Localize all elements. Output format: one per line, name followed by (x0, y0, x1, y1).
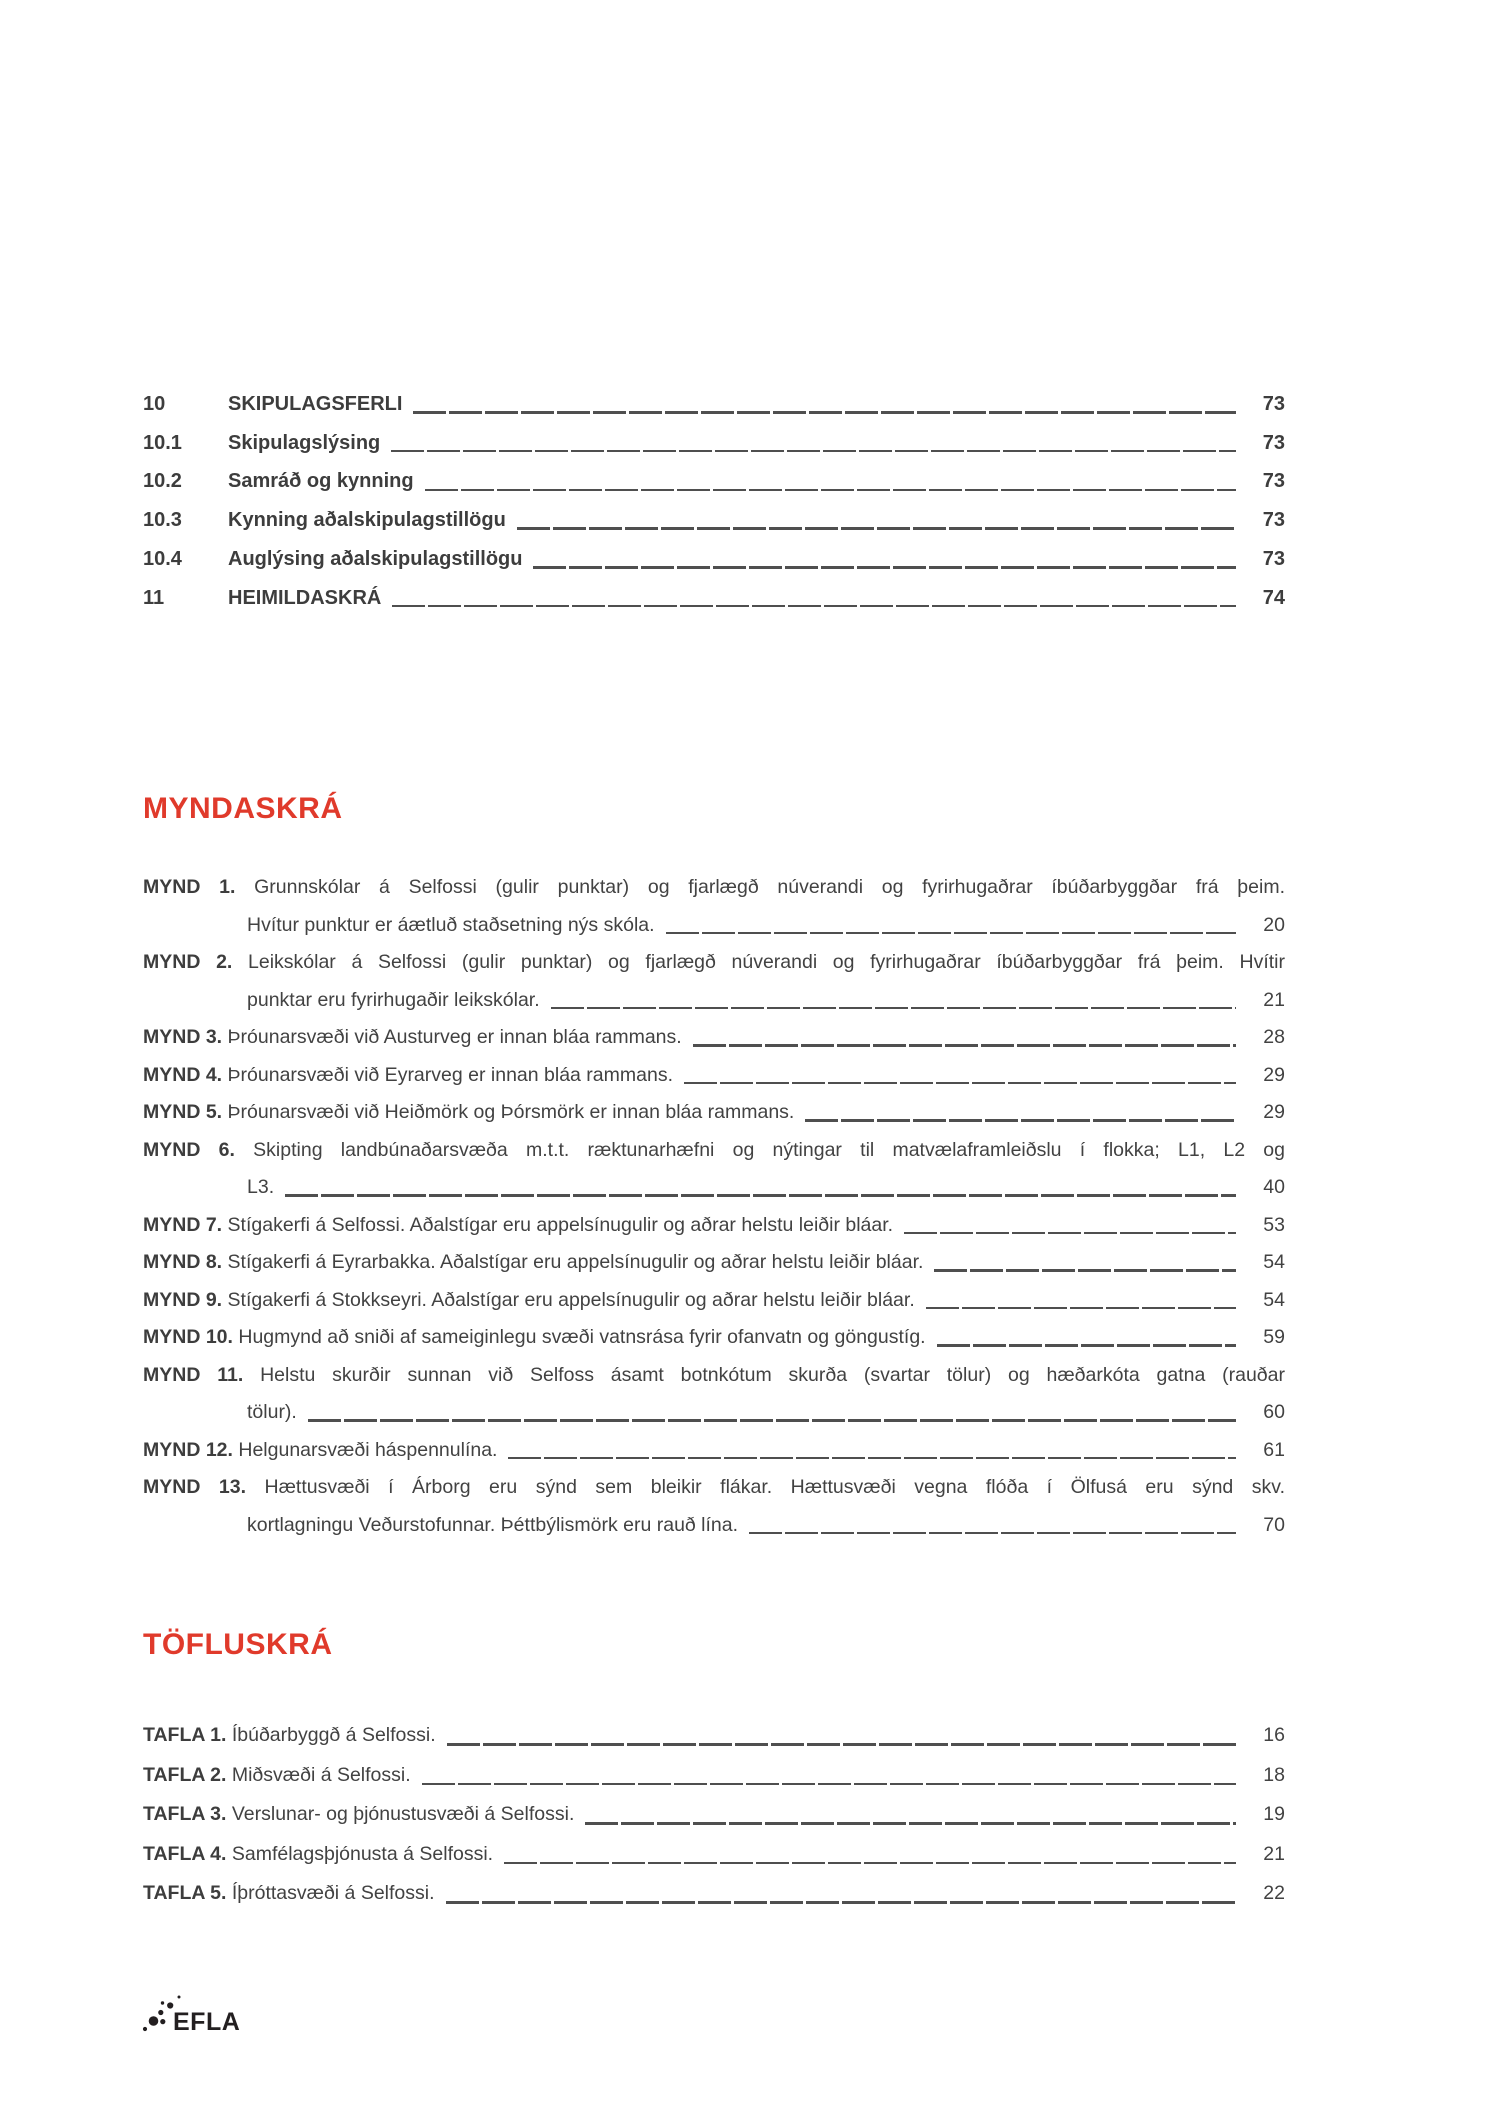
dot-leader (508, 1457, 1236, 1460)
figure-caption: Þróunarsvæði við Austurveg er innan bláa rammans. (227, 1026, 682, 1049)
figure-entry (143, 1319, 1285, 1357)
page-content (143, 0, 1285, 2040)
table-entry (143, 1835, 1285, 1875)
dot-leader (425, 489, 1236, 492)
figure-label: MYND 10. (143, 1326, 233, 1349)
toc-title: Skipulagslýsing (228, 431, 381, 454)
figure-label: MYND 5. (143, 1101, 223, 1124)
figure-caption: kortlagningu Veðurstofunnar. Þéttbýlismörk eru rauð lína. (247, 1513, 739, 1536)
figure-caption: Leikskólar á Selfossi (gulir punktar) og fjarlægð núverandi og fyrirhugaðrar íbúðarbyggðar frá þeim. Hvítir (248, 951, 1285, 974)
dot-leader (285, 1194, 1236, 1197)
dot-leader (934, 1269, 1236, 1272)
page-number: 21 (1263, 988, 1285, 1011)
toc-number: 10 (143, 393, 166, 415)
table-entry (143, 1716, 1285, 1756)
figure-entry (143, 1282, 1285, 1320)
figures-section (143, 869, 1285, 1544)
dot-leader (666, 932, 1236, 935)
figure-label: MYND 8. (143, 1251, 223, 1274)
page-number: 21 (1263, 1842, 1285, 1865)
dot-leader (805, 1119, 1236, 1122)
table-label: TAFLA 1. (143, 1724, 227, 1747)
dot-leader (585, 1822, 1236, 1825)
dot-leader (937, 1344, 1236, 1347)
page-number: 53 (1263, 1213, 1285, 1236)
toc-entry (143, 579, 1285, 618)
figure-entry (143, 1469, 1285, 1544)
page-number: 29 (1263, 1101, 1285, 1124)
figure-caption: Skipting landbúnaðarsvæða m.t.t. ræktunarhæfni og nýtingar til matvælaframleiðslu í flokka; L1, L2 og (253, 1138, 1285, 1161)
tables-section (143, 1716, 1285, 1914)
figure-entry (143, 1207, 1285, 1245)
figure-entry (143, 869, 1285, 944)
page-number: 40 (1263, 1176, 1285, 1199)
dot-leader (533, 566, 1236, 569)
figure-caption: Helstu skurðir sunnan við Selfoss ásamt botnkótum skurða (svartar tölur) og hæðarkóta gatna (rauðar (260, 1363, 1285, 1386)
dot-leader (422, 1783, 1236, 1786)
figure-caption: Hættusvæði í Árborg eru sýnd sem bleikir flákar. Hættusvæði vegna flóða í Ölfusá eru sýnd skv. (264, 1476, 1285, 1499)
toc-number: 10.4 (143, 547, 182, 570)
figure-entry (143, 1432, 1285, 1470)
toc-title: SKIPULAGSFERLI (228, 393, 403, 415)
page-number: 20 (1263, 913, 1285, 936)
page-number: 73 (1262, 470, 1285, 493)
toc-entry (143, 501, 1285, 540)
figure-label: MYND 12. (143, 1438, 233, 1461)
efla-logo-dots-icon (141, 1992, 271, 2040)
toc-section (143, 385, 1285, 617)
toc-number: 10.3 (143, 509, 182, 532)
table-label: TAFLA 5. (143, 1882, 227, 1905)
dot-leader (926, 1307, 1236, 1310)
table-entry (143, 1874, 1285, 1914)
dot-leader (392, 605, 1236, 608)
dot-leader (684, 1082, 1236, 1085)
toc-entry (143, 385, 1285, 424)
table-label: TAFLA 4. (143, 1842, 227, 1865)
dot-leader (551, 1007, 1236, 1010)
figure-caption: Þróunarsvæði við Heiðmörk og Þórsmörk er innan bláa rammans. (227, 1101, 795, 1124)
figure-caption: Helgunarsvæði háspennulína. (238, 1438, 498, 1461)
page-number: 16 (1263, 1724, 1285, 1747)
page-number: 28 (1263, 1026, 1285, 1049)
figure-label: MYND 2. (143, 951, 233, 974)
dot-leader (391, 450, 1236, 453)
figure-caption: Stígakerfi á Eyrarbakka. Aðalstígar eru appelsínugulir og aðrar helstu leiðir bláar. (227, 1251, 924, 1274)
page-number: 54 (1263, 1288, 1285, 1311)
page-number: 73 (1262, 393, 1285, 415)
dot-leader (693, 1044, 1236, 1047)
dot-leader (504, 1862, 1236, 1865)
figure-caption: Stígakerfi á Stokkseyri. Aðalstígar eru appelsínugulir og aðrar helstu leiðir bláar. (227, 1288, 915, 1311)
page-number: 18 (1263, 1763, 1285, 1786)
figure-entry (143, 944, 1285, 1019)
figure-entry (143, 1132, 1285, 1207)
toc-title: Samráð og kynning (228, 470, 414, 493)
table-caption: Miðsvæði á Selfossi. (231, 1763, 411, 1786)
toc-title: Kynning aðalskipulagstillögu (228, 509, 506, 532)
figure-entry (143, 1019, 1285, 1057)
dot-leader (446, 1901, 1236, 1904)
figure-label: MYND 1. (143, 876, 236, 899)
page-number: 61 (1263, 1438, 1285, 1461)
table-label: TAFLA 3. (143, 1803, 227, 1826)
figure-caption: L3. (247, 1176, 275, 1199)
dot-leader (308, 1419, 1236, 1422)
table-caption: Íbúðarbyggð á Selfossi. (231, 1724, 436, 1747)
page-number: 29 (1263, 1063, 1285, 1086)
toc-number: 10.2 (143, 470, 182, 493)
tables-heading: TÖFLUSKRÁ (143, 1628, 333, 1662)
figure-label: MYND 13. (143, 1476, 247, 1499)
page-number: 74 (1262, 586, 1285, 609)
page-number: 19 (1263, 1803, 1285, 1826)
toc-number: 11 (143, 586, 165, 609)
figure-label: MYND 4. (143, 1063, 223, 1086)
table-entry (143, 1795, 1285, 1835)
figure-entry (143, 1357, 1285, 1432)
toc-title: HEIMILDASKRÁ (228, 586, 382, 609)
figure-caption: Grunnskólar á Selfossi (gulir punktar) og fjarlægð núverandi og fyrirhugaðrar íbúðarbyggðar frá þeim. (254, 876, 1285, 899)
figure-caption: Stígakerfi á Selfossi. Aðalstígar eru appelsínugulir og aðrar helstu leiðir bláar. (227, 1213, 894, 1236)
figure-caption: Hugmynd að sniði af sameiginlegu svæði vatnsrása fyrir ofanvatn og göngustíg. (238, 1326, 926, 1349)
toc-entry (143, 424, 1285, 463)
page-number: 60 (1263, 1401, 1285, 1424)
page-number: 54 (1263, 1251, 1285, 1274)
figure-label: MYND 3. (143, 1026, 223, 1049)
figure-label: MYND 6. (143, 1138, 235, 1161)
figure-caption: Hvítur punktur er áætluð staðsetning nýs skóla. (247, 913, 655, 936)
table-caption: Samfélagsþjónusta á Selfossi. (231, 1842, 494, 1865)
dot-leader (413, 411, 1236, 414)
figure-caption: punktar eru fyrirhugaðir leikskólar. (247, 988, 540, 1011)
figures-heading: MYNDASKRÁ (143, 792, 343, 826)
page-number: 22 (1263, 1882, 1285, 1905)
page-number: 70 (1263, 1513, 1285, 1536)
table-entry (143, 1756, 1285, 1796)
figure-entry (143, 1094, 1285, 1132)
dot-leader (517, 527, 1236, 530)
figure-label: MYND 11. (143, 1363, 244, 1386)
toc-number: 10.1 (143, 431, 182, 454)
dot-leader (447, 1743, 1236, 1746)
toc-entry (143, 540, 1285, 579)
figure-label: MYND 9. (143, 1288, 223, 1311)
efla-logo-text: EFLA (173, 2007, 241, 2036)
dot-leader (904, 1232, 1236, 1235)
figure-caption: tölur). (247, 1401, 297, 1424)
page-number: 73 (1262, 431, 1285, 454)
table-caption: Verslunar- og þjónustusvæði á Selfossi. (231, 1803, 575, 1826)
table-caption: Íþróttasvæði á Selfossi. (231, 1882, 435, 1905)
efla-logo (141, 1992, 1285, 2040)
figure-entry (143, 1057, 1285, 1095)
toc-title: Auglýsing aðalskipulagstillögu (228, 547, 523, 570)
figure-label: MYND 7. (143, 1213, 223, 1236)
page-number: 73 (1262, 509, 1285, 532)
figure-caption: Þróunarsvæði við Eyrarveg er innan bláa rammans. (227, 1063, 673, 1086)
table-label: TAFLA 2. (143, 1763, 227, 1786)
dot-leader (749, 1532, 1236, 1535)
toc-entry (143, 462, 1285, 501)
figure-entry (143, 1244, 1285, 1282)
page-number: 73 (1262, 547, 1285, 570)
page-number: 59 (1263, 1326, 1285, 1349)
